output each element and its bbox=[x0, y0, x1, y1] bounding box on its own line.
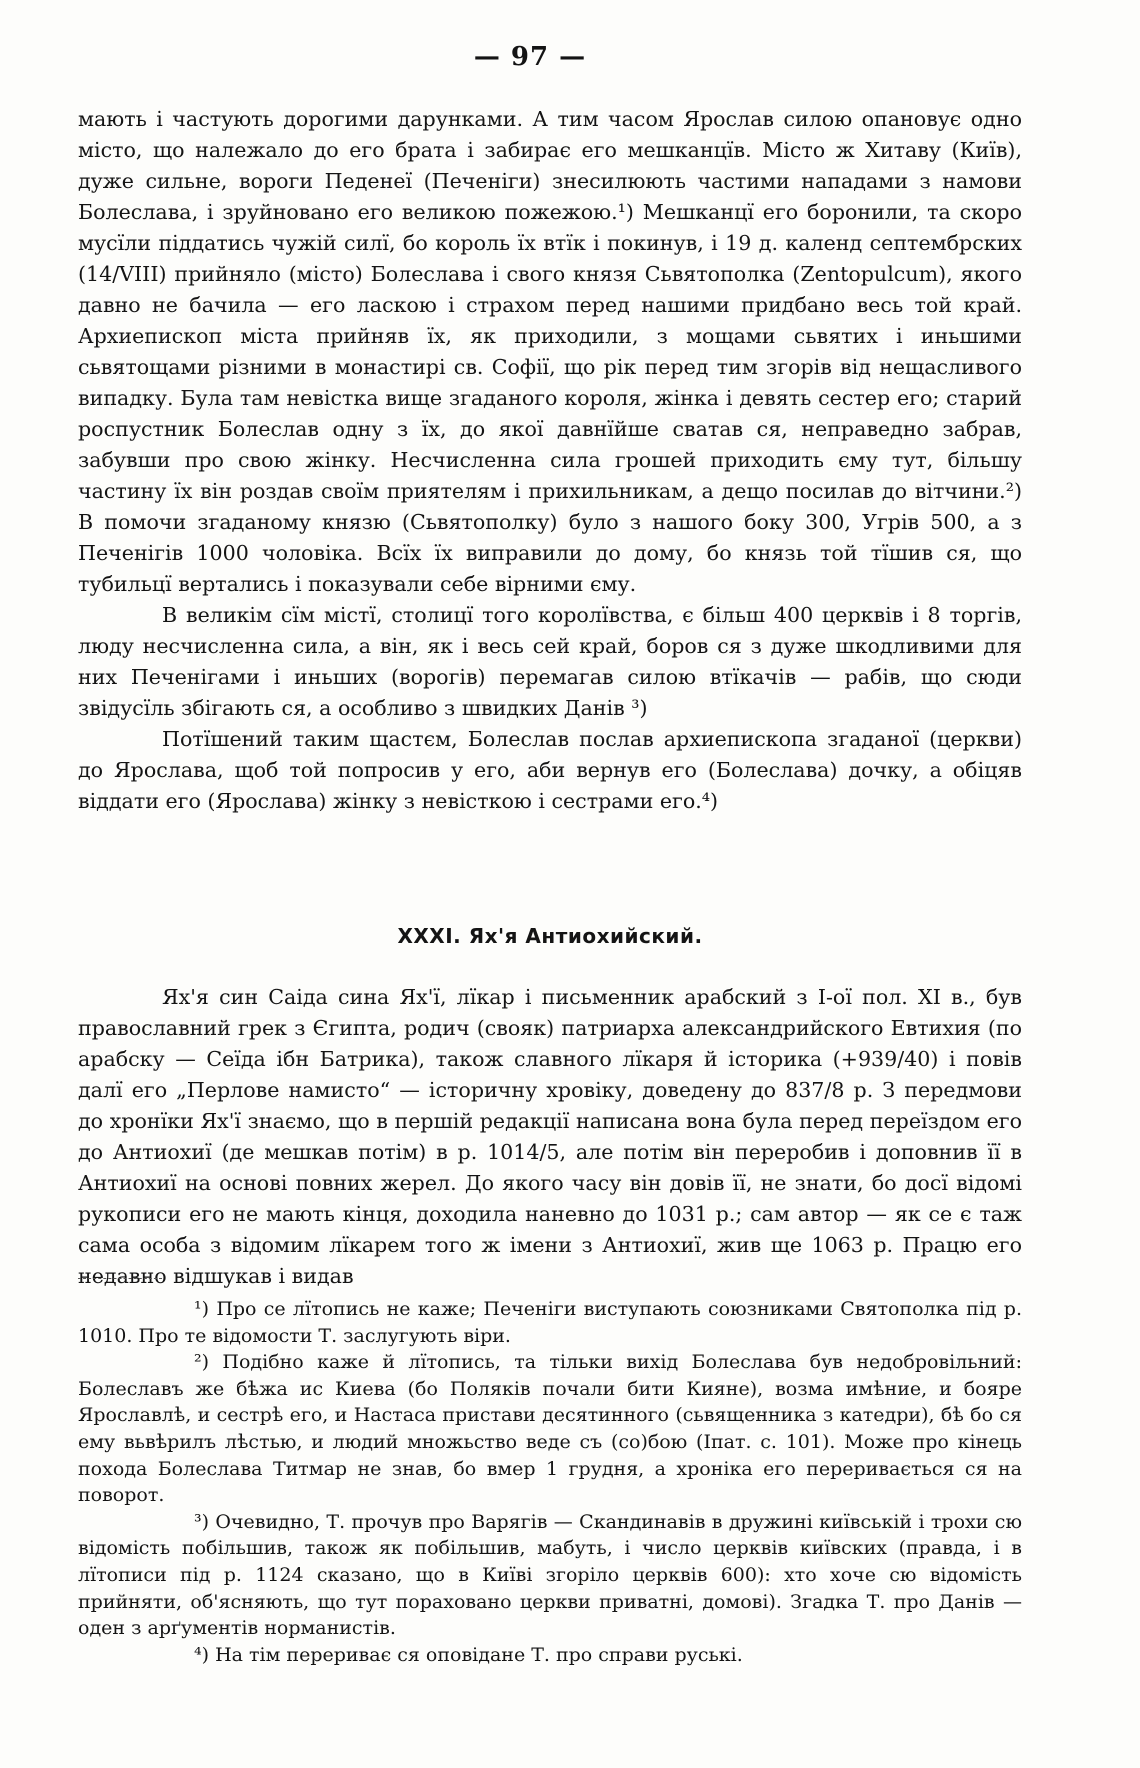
footnote-2 bbox=[78, 1349, 1022, 1509]
section-text bbox=[78, 982, 1022, 1292]
footnote-marker: ¹) bbox=[194, 1298, 210, 1320]
footnote-text: На тім перериває ся оповідане Т. про справи руські. bbox=[215, 1643, 743, 1666]
footnote-text: Подібно каже й лїтопись, та тільки вихід Болеслава був недобровільний: Болеславъ же бѣжа ис Киева (бо Поляків почали бити Кияне), возма имѣние, и бояре Ярославлѣ, и сестрѣ его, и Настаса пристави десятинного (сьвященника з катедри), бѣ бо ся ему вьвѣрилъ лѣстью, и людий множьство веде съ (со)бою (Іпат. с. 101). Може про кінець похода Болеслава Титмар не знав, бо вмер 1 грудня, а хроніка его переривається ся на поворот. bbox=[78, 1351, 1022, 1507]
section-heading: XXXI. Ях'я Антиохийский. bbox=[397, 924, 703, 948]
footnote-marker: ³) bbox=[194, 1510, 210, 1533]
footnote-1 bbox=[78, 1296, 1022, 1349]
page-number: — 97 — bbox=[473, 42, 587, 72]
paragraph-2: В великім сїм містї, столицї того королївства, є більш 400 церквів і 8 торгів, люду несчисленна сила, а він, як і весь сей край, боров ся з дуже шкодливими для них Печенігами і иньших (ворогів) перемагав силою втїкачів — рабів, що сюди звідусїль збігають ся, а особливо з швидких Данів ³) bbox=[78, 603, 1022, 720]
footnote-marker: ²) bbox=[194, 1351, 210, 1374]
footnote-4 bbox=[78, 1642, 1022, 1669]
main-text bbox=[78, 104, 1022, 817]
footnote-text: Про се лїтопись не каже; Печеніги виступають союзниками Святополка під р. 1010. Про те відомости Т. заслугують віри. bbox=[78, 1298, 1022, 1347]
footnote-divider bbox=[78, 1278, 162, 1279]
footnotes bbox=[78, 1296, 1022, 1668]
paragraph-1: мають і частують дорогими дарунками. А тим часом Ярослав силою опановує одно місто, що належало до его брата і забирає его мешканцїв. Місто ж Хитаву (Київ), дуже сильне, вороги Педенеї (Печеніги) знесилюють частими нападами з намови Болеслава, і зруйновано его великою пожежою.¹) Мешканцї его боронили, та скоро мусїли піддатись чужій силї, бо король їх втїк і покинув, і 19 д. календ септембрских (14/VIII) прийняло (місто) Болеслава і свого князя Сьвятополка (Zentopulcum), якого давно не бачила — его ласкою і страхом перед нашими придбано весь той край. Архиепископ міста прийняв їх, як приходили, з мощами сьвятих і иньшими сьвятощами різними в монастирі св. Софії, що рік перед тим згорів від нещасливого випадку. Була там невістка вище згаданого короля, жінка і девять сестер его; старий роспустник Болеслав одну з їх, до якої давнїйше сватав ся, неправедно забрав, забувши про свою жінку. Несчисленна сила грошей приходить єму тут, більшу частину їх він роздав своїм приятелям і прихильникам, а дещо посилав до вітчини.²) В помочи згаданому князю (Сьвятополку) було з нашого боку 300, Угрів 500, а з Печенігів 1000 чоловіка. Всїх їх виправили до дому, бо князь той тїшив ся, що тубильцї вертались і показували себе вірними єму. bbox=[78, 107, 1022, 596]
footnote-text: Очевидно, Т. прочув про Варягів — Скандинавів в дружині київській і трохи сю відомість побільшив, також як побільшив, мабуть, і число церквів київских (правда, і в лїтописи під р. 1124 сказано, що в Київі згоріло церквів 600): хто хоче сю відомість прийняти, об'ясняють, що тут пораховано церкви приватні, домові). Згадка Т. про Данів — оден з арґументів норманистів. bbox=[78, 1510, 1022, 1640]
footnote-marker: ⁴) bbox=[194, 1643, 210, 1666]
section-paragraph: Ях'я син Саіда сина Ях'ї, лїкар і письменник арабский з І-ої пол. XI в., був православний грек з Єгипта, родич (свояк) патриарха александрийского Евтихия (по арабску — Сеїда ібн Батрика), також славного лїкаря й історика (+939/40) і повів далї его „Перлове намисто“ — історичну хровіку, доведену до 837/8 р. З передмови до хронїки Ях'ї знаємо, що в першій редакції написана вона була перед переїздом его до Антиохиї (де мешкав потім) в р. 1014/5, але потім він переробив і доповнив її в Антиохиї на основі повних жерел. До якого часу він довів її, не знати, бо досї відомі рукописи его не мають кінця, доходила наневно до 1031 р.; сам автор — як се є таж сама особа з відомим лїкарем того ж імени з Антиохиї, жив ще 1063 р. Працю его недавно відшукав і видав bbox=[78, 985, 1022, 1288]
paragraph-3: Потїшений таким щастєм, Болеслав послав архиепископа згаданої (церкви) до Ярослава, щоб той попросив у его, аби вернув его (Болеслава) дочку, а обіцяв віддати его (Ярослава) жінку з невісткою і сестрами его.⁴) bbox=[78, 727, 1022, 813]
footnote-3 bbox=[78, 1509, 1022, 1642]
